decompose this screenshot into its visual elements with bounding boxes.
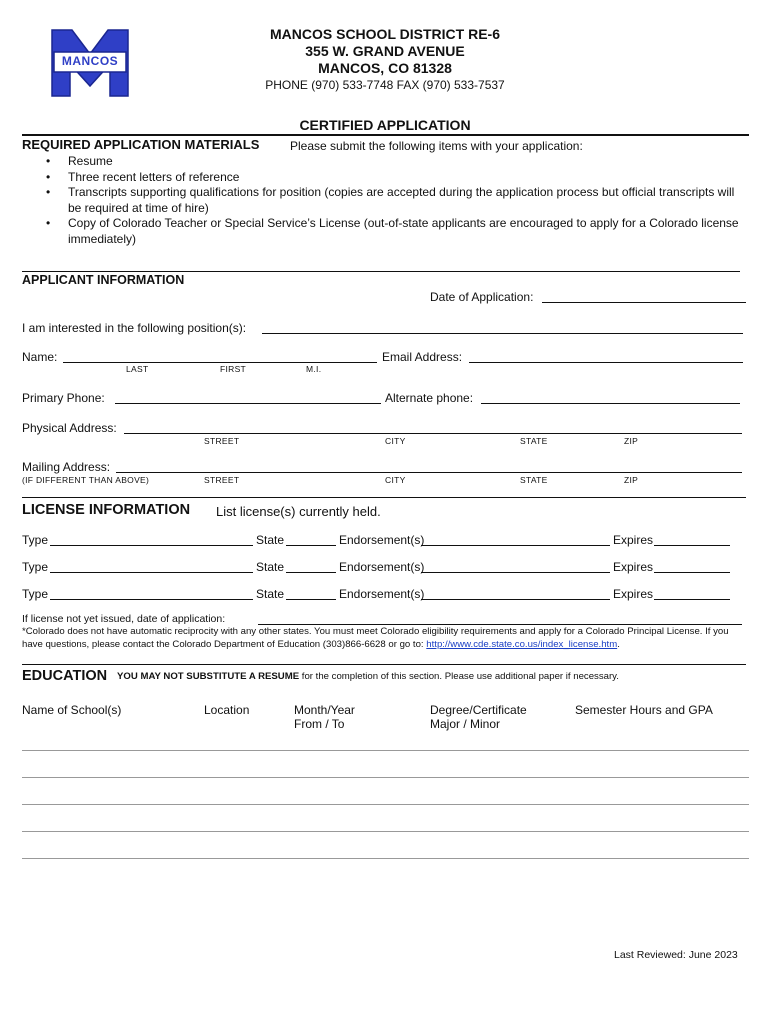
date-of-application-field[interactable] <box>542 302 746 303</box>
license-type-label: Type <box>22 587 49 601</box>
license-state-field[interactable] <box>286 545 336 546</box>
col-location-header: Location <box>204 703 250 717</box>
mailing-address-label: Mailing Address: <box>22 460 111 474</box>
license-type-field[interactable] <box>50 572 253 573</box>
logo-text: MANCOS <box>61 54 119 68</box>
alternate-phone-label: Alternate phone: <box>385 391 474 405</box>
col-major-header: Major / Minor <box>430 717 501 731</box>
education-instructions <box>117 671 619 682</box>
positions-label: I am interested in the following position(s): <box>22 321 247 335</box>
title-divider <box>22 134 749 136</box>
license-endorsement-field[interactable] <box>421 572 610 573</box>
list-item: • Transcripts supporting qualifications for position (copies are accepted during the application process but official transcripts will be required at time of hire) <box>44 185 749 216</box>
license-endorsement-field[interactable] <box>421 599 610 600</box>
education-entry-line[interactable] <box>22 777 749 778</box>
district-city: MANCOS, CO 81328 <box>318 60 452 76</box>
physical-address-label: Physical Address: <box>22 421 117 435</box>
reciprocity-note <box>22 626 750 651</box>
name-first-caption: FIRST <box>220 364 247 374</box>
applicant-information-heading: APPLICANT INFORMATION <box>22 273 185 287</box>
mailing-address-field[interactable] <box>116 472 742 473</box>
license-expires-field[interactable] <box>654 599 730 600</box>
education-entry-line[interactable] <box>22 750 749 751</box>
physical-city-caption: CITY <box>385 436 406 446</box>
physical-address-field[interactable] <box>124 433 742 434</box>
education-warning: YOU MAY NOT SUBSTITUTE A RESUME <box>117 671 300 682</box>
education-entry-line[interactable] <box>22 804 749 805</box>
license-state-field[interactable] <box>286 572 336 573</box>
license-endorsement-label: Endorsement(s) <box>339 587 425 601</box>
license-type-label: Type <box>22 560 49 574</box>
primary-phone-field[interactable] <box>115 403 381 404</box>
license-state-label: State <box>256 560 285 574</box>
name-field[interactable] <box>63 362 377 363</box>
required-materials-list <box>44 154 749 247</box>
license-expires-label: Expires <box>613 560 654 574</box>
mailing-state-caption: STATE <box>520 475 548 485</box>
col-school-header: Name of School(s) <box>22 703 122 717</box>
list-item: • Three recent letters of reference <box>44 170 749 186</box>
license-not-issued-label: If license not yet issued, date of application: <box>22 613 226 625</box>
license-expires-field[interactable] <box>654 545 730 546</box>
name-label: Name: <box>22 350 58 364</box>
reciprocity-note-text: *Colorado does not have automatic reciprocity with any other states. You must meet Colorado eligibility requirements and apply for a Colorado Principal License. If you have questions, please contact the Colorado Department of Education (303)866-6628 or go to: <box>22 626 729 650</box>
license-endorsement-field[interactable] <box>421 545 610 546</box>
education-heading: EDUCATION <box>22 668 108 684</box>
primary-phone-label: Primary Phone: <box>22 391 105 405</box>
cde-license-link[interactable]: http://www.cde.state.co.us/index_license.htm <box>426 638 618 650</box>
license-state-field[interactable] <box>286 599 336 600</box>
date-of-application-label: Date of Application: <box>430 290 534 304</box>
col-degree-header: Degree/Certificate <box>430 703 527 717</box>
name-last-caption: LAST <box>126 364 149 374</box>
list-item: • Resume <box>44 154 749 170</box>
license-subheading: List license(s) currently held. <box>216 504 381 519</box>
name-mi-caption: M.I. <box>306 364 322 374</box>
license-expires-label: Expires <box>613 587 654 601</box>
license-type-field[interactable] <box>50 599 253 600</box>
col-hours-gpa-header: Semester Hours and GPA <box>575 703 713 717</box>
education-entry-line[interactable] <box>22 831 749 832</box>
district-street: 355 W. GRAND AVENUE <box>305 43 465 59</box>
mailing-street-caption: STREET <box>204 475 240 485</box>
email-field[interactable] <box>469 362 743 363</box>
license-information-heading: LICENSE INFORMATION <box>22 502 191 518</box>
license-type-field[interactable] <box>50 545 253 546</box>
physical-zip-caption: ZIP <box>624 436 639 446</box>
education-entry-line[interactable] <box>22 858 749 859</box>
positions-field[interactable] <box>262 333 743 334</box>
section-divider <box>22 664 746 665</box>
section-divider <box>22 271 740 272</box>
license-endorsement-label: Endorsement(s) <box>339 533 425 547</box>
mailing-note: (IF DIFFERENT THAN ABOVE) <box>22 475 150 485</box>
district-logo <box>50 28 130 98</box>
reciprocity-note-end: . <box>617 638 620 650</box>
education-instruction-text: for the completion of this section. Please use additional paper if necessary. <box>301 671 619 682</box>
license-state-label: State <box>256 587 285 601</box>
physical-street-caption: STREET <box>204 436 240 446</box>
district-name: MANCOS SCHOOL DISTRICT RE-6 <box>270 26 500 42</box>
physical-state-caption: STATE <box>520 436 548 446</box>
license-not-issued-field[interactable] <box>258 624 742 625</box>
alternate-phone-field[interactable] <box>481 403 740 404</box>
section-divider <box>22 497 746 498</box>
last-reviewed: Last Reviewed: June 2023 <box>614 949 738 961</box>
col-from-to-header: From / To <box>294 717 345 731</box>
email-label: Email Address: <box>382 350 463 364</box>
district-phone-fax: PHONE (970) 533-7748 FAX (970) 533-7537 <box>265 78 505 92</box>
mailing-city-caption: CITY <box>385 475 406 485</box>
page-title: CERTIFIED APPLICATION <box>299 117 471 133</box>
license-type-label: Type <box>22 533 49 547</box>
license-endorsement-label: Endorsement(s) <box>339 560 425 574</box>
required-materials-heading: REQUIRED APPLICATION MATERIALS <box>22 137 260 152</box>
list-item: • Copy of Colorado Teacher or Special Service’s License (out-of-state applicants are encouraged to apply for a Colorado license immediately) <box>44 216 749 247</box>
mailing-zip-caption: ZIP <box>624 475 639 485</box>
license-state-label: State <box>256 533 285 547</box>
required-materials-intro: Please submit the following items with your application: <box>290 139 583 153</box>
license-expires-label: Expires <box>613 533 654 547</box>
col-month-year-header: Month/Year <box>294 703 355 717</box>
license-expires-field[interactable] <box>654 572 730 573</box>
